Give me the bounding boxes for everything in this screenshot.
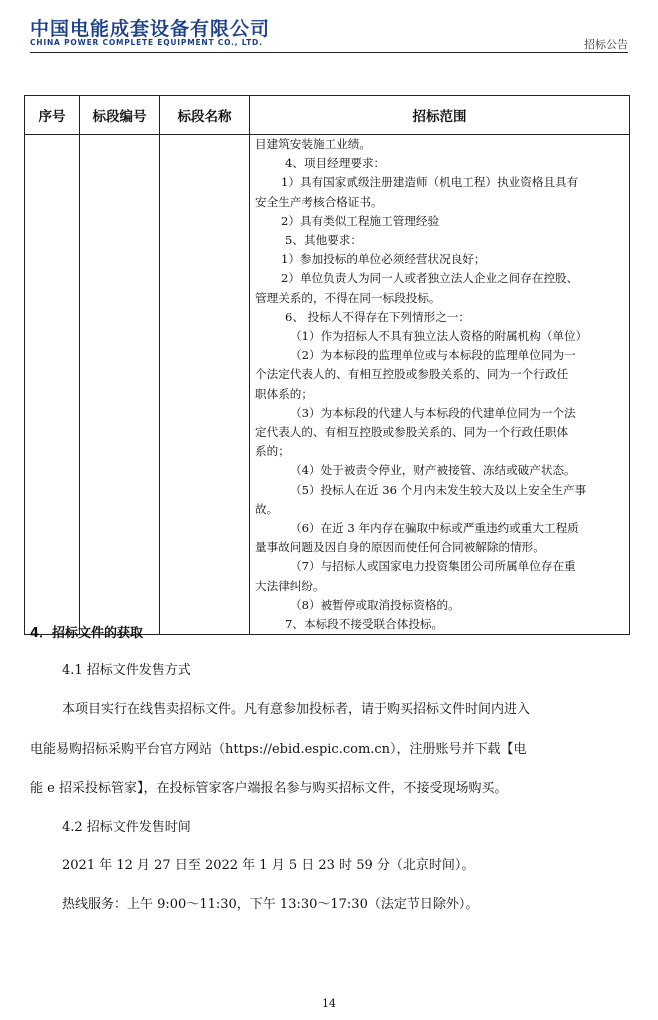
scope-line: 2）单位负责人为同一人或者独立法人企业之间存在控股、: [281, 271, 579, 286]
scope-line: 安全生产考核合格证书。: [255, 194, 383, 209]
tender-table: [24, 95, 630, 635]
scope-line: 职体系的；: [255, 386, 313, 401]
scope-line: （8）被暂停或取消投标资格的。: [290, 597, 460, 612]
scope-line: 量事故问题及因自身的原因而使任何合同被解除的情形。: [255, 540, 545, 555]
scope-line: 个法定代表人的、有相互控股或参股关系的、同为一个行政任: [255, 367, 569, 382]
company-logo-cn: 中国电能成套设备有限公司: [30, 18, 271, 40]
cell-scope: [250, 135, 630, 635]
table-row: [25, 135, 630, 635]
scope-text: [250, 135, 629, 634]
scope-line: 1）参加投标的单位必须经营状况良好；: [281, 252, 486, 267]
scope-line: 1）具有国家贰级注册建造师（机电工程）执业资格且具有: [281, 175, 579, 190]
table-header-row: [25, 96, 630, 135]
cell-lot-number: [80, 135, 160, 635]
paragraph-line: 本项目实行在线售卖招标文件。凡有意参加投标者，请于购买招标文件时间内进入: [62, 702, 531, 717]
scope-line: （3）为本标段的代建人与本标段的代建单位同为一个法: [290, 405, 576, 420]
scope-line: （2）为本标段的监理单位或与本标段的监理单位同为一: [290, 348, 576, 363]
col-header-serial: 序号: [25, 96, 80, 135]
paragraph-line: 能 e 招采投标管家】，在投标管家客户端报名参与购买招标文件，不接受现场购买。: [30, 781, 508, 796]
subsection-heading-4-2: 4.2 招标文件发售时间: [62, 820, 191, 835]
scope-line: 大法律纠纷。: [255, 578, 325, 593]
company-logo-en: CHINA POWER COMPLETE EQUIPMENT CO., LTD.: [30, 38, 263, 47]
col-header-lot-number: 标段编号: [80, 96, 160, 135]
hotline-text: 热线服务：上午 9:00～11:30，下午 13:30～17:30（法定节日除外）。: [62, 897, 479, 912]
scope-line: 定代表人的、有相互控股或参股关系的、同为一个行政任职体: [255, 425, 569, 440]
scope-line: 4、项目经理要求：: [285, 156, 386, 171]
scope-line: 7、本标段不接受联合体投标。: [285, 617, 444, 632]
cell-serial: [25, 135, 80, 635]
scope-line: （5）投标人在近 36 个月内未发生较大及以上安全生产事: [290, 482, 587, 497]
scope-line: 系的；: [255, 444, 290, 459]
scope-line: （6）在近 3 年内存在骗取中标或严重违约或重大工程质: [290, 521, 579, 536]
scope-line: 目建筑安装施工业绩。: [255, 137, 371, 151]
col-header-lot-name: 标段名称: [160, 96, 250, 135]
page-header: [30, 12, 628, 54]
scope-line: （4）处于被责令停业，财产被接管、冻结或破产状态。: [290, 463, 576, 478]
sale-time-text: 2021 年 12 月 27 日至 2022 年 1 月 5 日 23 时 59 分（北京时间）。: [62, 858, 475, 873]
scope-line: 2）具有类似工程施工管理经验: [281, 213, 440, 228]
scope-line: （1）作为招标人不具有独立法人资格的附属机构（单位）: [290, 329, 588, 344]
paragraph-line: 电能易购招标采购平台官方网站（https://ebid.espic.com.cn），注册账号并下载【电: [30, 742, 527, 757]
scope-line: 5、其他要求：: [285, 233, 362, 248]
scope-line: 6、 投标人不得存在下列情形之一：: [285, 309, 470, 324]
section-heading: 4．招标文件的获取: [30, 626, 144, 641]
scope-line: （7）与招标人或国家电力投资集团公司所属单位存在重: [290, 559, 576, 574]
page-number: 14: [322, 997, 336, 1010]
subsection-heading-4-1: 4.1 招标文件发售方式: [62, 663, 191, 678]
header-divider: [30, 52, 628, 53]
scope-line: 管理关系的，不得在同一标段投标。: [255, 290, 441, 305]
scope-line: 故。: [255, 501, 279, 516]
col-header-scope: 招标范围: [250, 96, 630, 135]
document-type-label: 招标公告: [584, 38, 628, 51]
cell-lot-name: [160, 135, 250, 635]
